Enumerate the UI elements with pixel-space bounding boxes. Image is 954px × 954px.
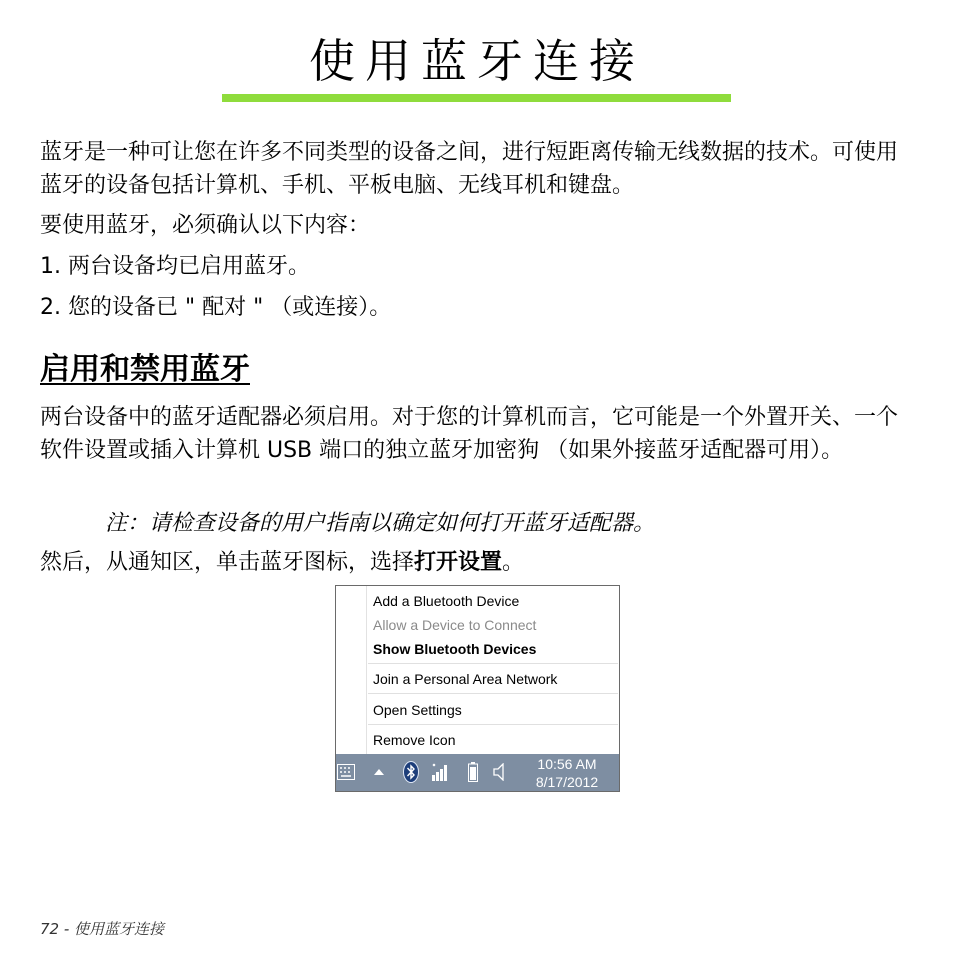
menu-gutter <box>366 586 367 754</box>
menu-item-show-bluetooth-devices[interactable]: Show Bluetooth Devices <box>373 641 537 657</box>
title-underline-bar <box>222 94 731 102</box>
clock-time: 10:56 AM <box>537 756 597 772</box>
keyboard-icon[interactable] <box>336 762 356 782</box>
taskbar-notification-area <box>336 754 619 791</box>
instruction-end: 。 <box>502 550 525 575</box>
section-paragraph: 两台设备中的蓝牙适配器必须启用。对于您的计算机而言，它可能是一个外置开关、一个软件设置或插入计算机 USB 端口的独立蓝牙加密狗 （如果外接蓝牙适配器可用）。 <box>40 405 899 463</box>
taskbar-clock[interactable] <box>524 755 610 791</box>
show-hidden-icons-arrow-icon[interactable] <box>371 762 387 782</box>
menu-item-open-settings[interactable]: Open Settings <box>373 702 462 718</box>
clock-date: 8/17/2012 <box>535 774 599 790</box>
page-footer: 72 - 使用蓝牙连接 <box>40 920 165 938</box>
bluetooth-context-menu <box>336 586 619 754</box>
menu-item-add-bluetooth-device[interactable]: Add a Bluetooth Device <box>373 593 520 609</box>
requirements-intro: 要使用蓝牙，必须确认以下内容： <box>40 213 371 238</box>
menu-item-remove-icon[interactable]: Remove Icon <box>373 732 456 748</box>
bluetooth-menu-screenshot <box>335 585 620 792</box>
page-title: 使用蓝牙连接 <box>309 34 645 88</box>
battery-icon[interactable] <box>466 762 480 782</box>
network-signal-icon[interactable] <box>430 762 450 782</box>
menu-separator <box>368 724 618 725</box>
menu-separator <box>368 663 618 664</box>
section-heading: 启用和禁用蓝牙 <box>40 352 250 387</box>
bluetooth-icon[interactable] <box>402 762 420 782</box>
requirement-item-1: 1. 两台设备均已启用蓝牙。 <box>40 254 310 279</box>
menu-separator <box>368 693 618 694</box>
note-text: 注：请检查设备的用户指南以确定如何打开蓝牙适配器。 <box>105 511 656 536</box>
instruction-text: 然后，从通知区，单击蓝牙图标，选择 <box>40 550 415 575</box>
instruction-paragraph <box>40 546 916 579</box>
open-settings-emphasis: 打开设置 <box>414 550 503 575</box>
menu-item-allow-device-to-connect: Allow a Device to Connect <box>373 617 537 633</box>
intro-paragraph: 蓝牙是一种可让您在许多不同类型的设备之间，进行短距离传输无线数据的技术。可使用蓝牙的设备包括计算机、手机、平板电脑、无线耳机和键盘。 <box>40 140 899 198</box>
menu-item-join-personal-area-network[interactable]: Join a Personal Area Network <box>373 671 558 687</box>
requirement-item-2: 2. 您的设备已 " 配对 " （或连接）。 <box>40 295 392 320</box>
volume-icon[interactable] <box>492 762 508 782</box>
